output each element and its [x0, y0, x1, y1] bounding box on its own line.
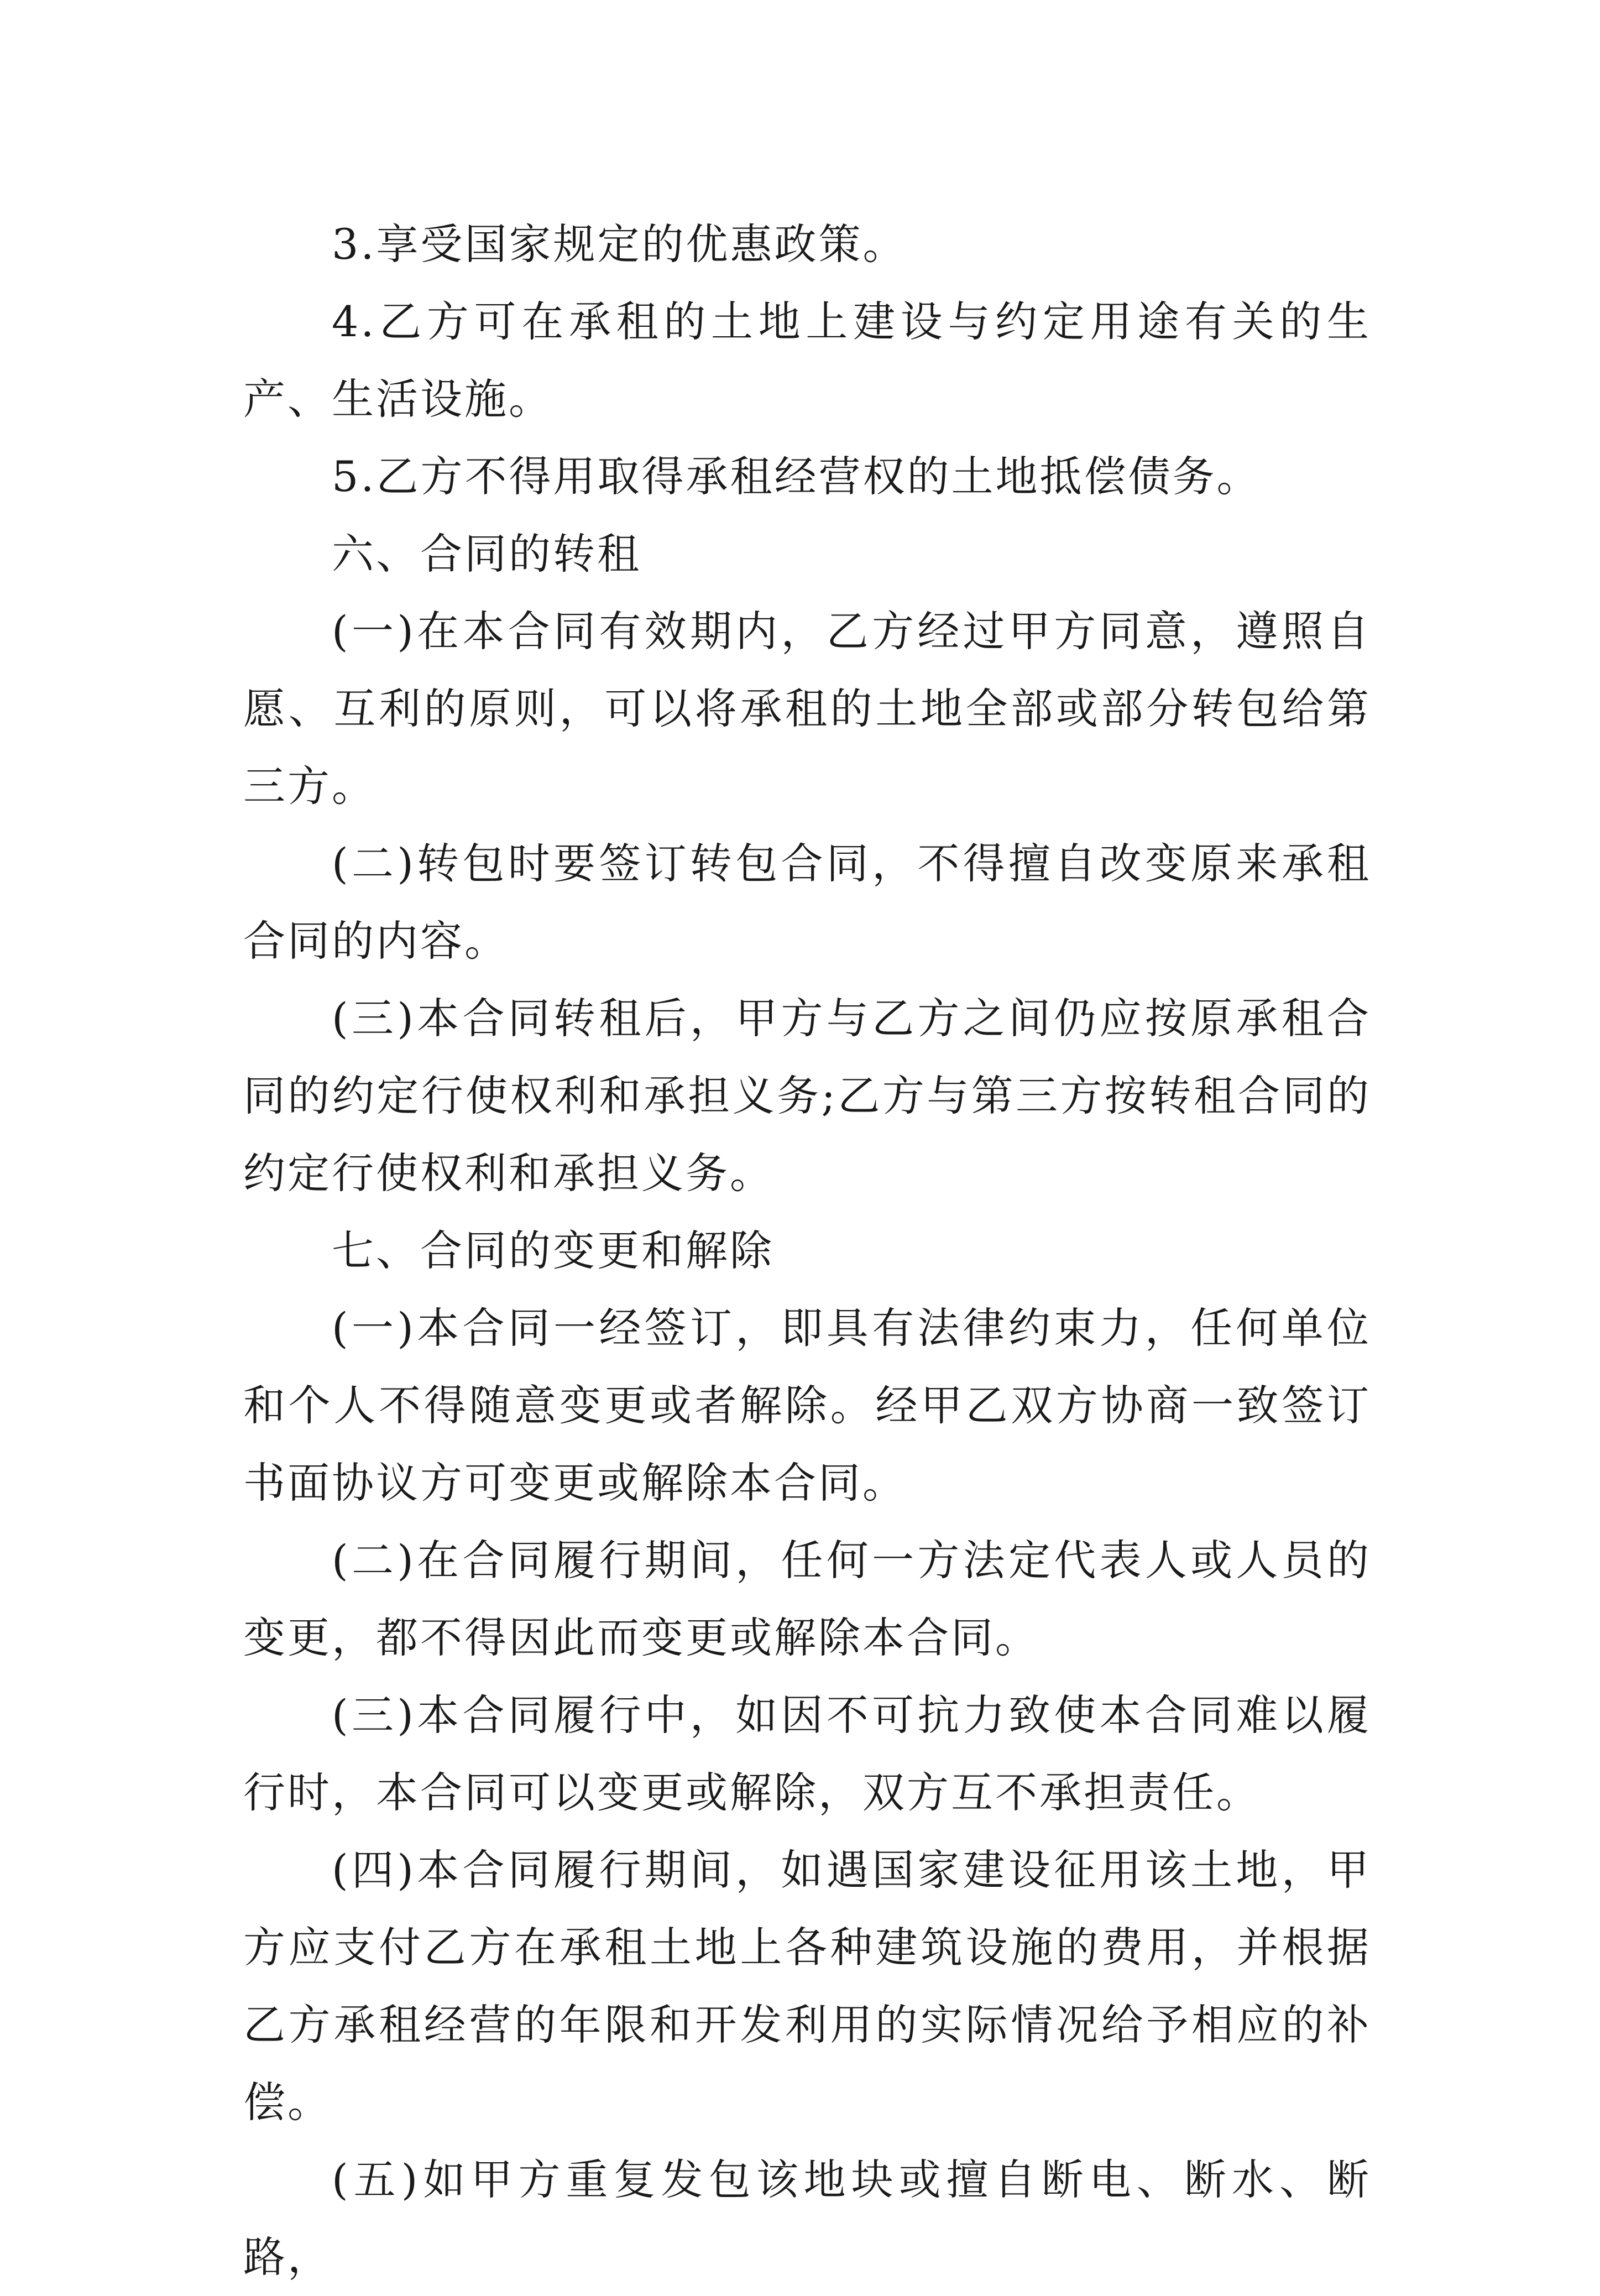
paragraph-item-3: 3.享受国家规定的优惠政策。 — [332, 220, 907, 269]
paragraph-6-3: (三)本合同转租后，甲方与乙方之间仍应按原承租合同的约定行使权利和承担义务;乙方与第三方按转租合同的约定行使权利和承担义务。 — [243, 994, 1371, 1198]
paragraph-7-1: (一)本合同一经签订，即具有法律约束力，任何单位和个人不得随意变更或者解除。经甲乙双方协商一致签订书面协议方可变更或解除本合同。 — [243, 1303, 1371, 1507]
paragraph-7-4: (四)本合同履行期间，如遇国家建设征用该土地，甲方应支付乙方在承租土地上各种建筑设施的费用，并根据乙方承租经营的年限和开发利用的实际情况给予相应的补偿。 — [243, 1845, 1371, 2127]
paragraph-6-2: (二)转包时要签订转包合同，不得擅自改变原来承租合同的内容。 — [243, 839, 1371, 966]
paragraph-6-1: (一)在本合同有效期内，乙方经过甲方同意，遵照自愿、互利的原则，可以将承租的土地全部或部分转包给第三方。 — [243, 607, 1371, 811]
paragraph-item-5: 5.乙方不得用取得承租经营权的土地抵偿债务。 — [332, 452, 1261, 501]
document-body — [243, 206, 1371, 2296]
section-heading-7: 七、合同的变更和解除 — [332, 1226, 774, 1275]
paragraph-item-4: 4.乙方可在承租的土地上建设与约定用途有关的生产、生活设施。 — [243, 297, 1371, 424]
paragraph-7-3: (三)本合同履行中，如因不可抗力致使本合同难以履行时，本合同可以变更或解除，双方互不承担责任。 — [243, 1690, 1371, 1817]
paragraph-7-2: (二)在合同履行期间，任何一方法定代表人或人员的变更，都不得因此而变更或解除本合同。 — [243, 1536, 1371, 1662]
section-heading-6: 六、合同的转租 — [332, 529, 641, 578]
paragraph-7-5: (五)如甲方重复发包该地块或擅自断电、断水、断路， — [243, 2155, 1371, 2282]
